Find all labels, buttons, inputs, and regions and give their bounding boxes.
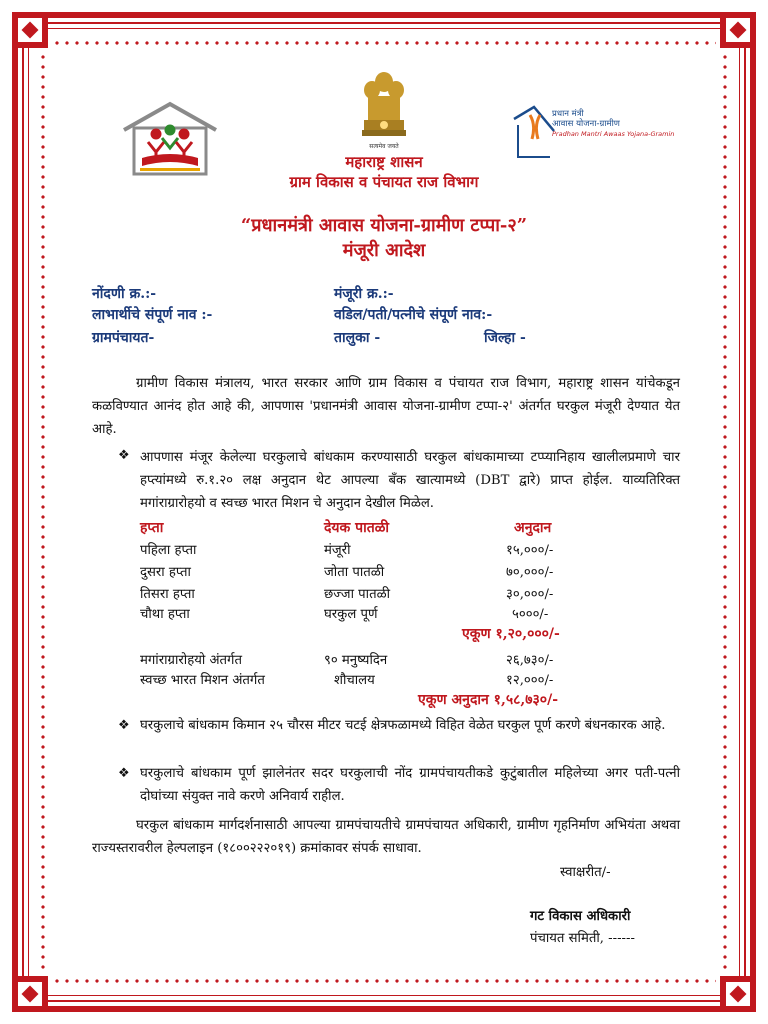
order-title: मंजूरी आदेश <box>342 240 426 261</box>
table-cell: ५०००/- <box>512 607 549 622</box>
table-header-amount: अनुदान <box>514 520 552 536</box>
table-cell: मगांराग्रारोहयो अंतर्गत <box>140 653 242 668</box>
national-emblem-icon <box>358 68 410 150</box>
corner-ornament-bottom-right <box>720 976 756 1012</box>
corner-ornament-top-left <box>12 12 48 48</box>
scheme-title: “प्रधानमंत्री आवास योजना-ग्रामीण टप्पा-२” <box>240 215 528 236</box>
state-govt-heading: महाराष्ट्र शासन <box>345 153 423 171</box>
table-cell: ९० मनुष्यदिन <box>324 653 388 668</box>
gram-panchayat-label: ग्रामपंचायत- <box>92 330 155 346</box>
table-header-level: देयक पातळी <box>324 520 390 536</box>
table-cell: छज्जा पातळी <box>324 587 391 602</box>
bullet-ownership-registration: घरकुलाचे बांधकाम पूर्ण झालेनंतर सदर घरकुलाची नोंद ग्रामपंचायतीकडे कुटुंबातील महिलेच्या अगर पती-पत्नी दोघांच्या संयुक्त नावे करणे अनिवार्य राहील. <box>140 766 680 804</box>
table-cell: घरकुल पूर्ण <box>324 607 378 622</box>
pmay-logo-line1: प्रधान मंत्री <box>552 109 584 119</box>
emblem-motto: सत्यमेव जयते <box>369 143 399 150</box>
sanction-no-label: मंजूरी क्र.:- <box>334 286 394 302</box>
bullet-installments: आपणास मंजूर केलेल्या घरकुलाचे बांधकाम करण्यासाठी घरकुल बांधकामाच्या टप्प्यानिहाय खालीलप्रमाणे चार हप्त्यांमध्ये रु.१.२० लक्ष अनुदान थेट आपल्या बँक खात्यामध्ये (DBT द्वारे) प्राप्त होईल. याव्यतिरिक्त मगांराग्रारोहयो व स्वच्छ भारत मिशन चे अनुदान देखील मिळेल. <box>140 450 680 511</box>
officer-designation: गट विकास अधिकारी <box>530 909 631 924</box>
table-cell: १२,०००/- <box>506 673 554 688</box>
table-cell: पहिला हप्ता <box>140 543 197 558</box>
table-cell: दुसरा हप्ता <box>140 565 191 580</box>
registration-no-label: नोंदणी क्र.:- <box>92 286 157 302</box>
department-heading: ग्राम विकास व पंचायत राज विभाग <box>289 173 479 191</box>
table-cell: शौचालय <box>334 673 375 688</box>
table-cell: २६,७३०/- <box>506 653 554 668</box>
table-cell: स्वच्छ भारत मिशन अंतर्गत <box>140 673 265 688</box>
table-header-installment: हप्ता <box>140 520 164 536</box>
guardian-name-label: वडिल/पती/पत्नीचे संपूर्ण नाव:- <box>334 307 493 323</box>
table-cell: मंजूरी <box>324 543 351 558</box>
table-cell: तिसरा हप्ता <box>140 587 195 602</box>
officer-office: पंचायत समिती, ------ <box>530 931 635 946</box>
table-cell: जोता पातळी <box>324 565 385 580</box>
table-cell: ७०,०००/- <box>506 565 554 580</box>
pmay-logo-line3: Pradhan Mantri Awaas Yojana-Gramin <box>552 130 675 138</box>
intro-paragraph: ग्रामीण विकास मंत्रालय, भारत सरकार आणि ग्राम विकास व पंचायत राज विभाग, महाराष्ट्र शासन यांचेकडून कळविण्यात आनंद होत आहे की, आपणास 'प्रधानमंत्री आवास योजना-ग्रामीण टप्पा-२' अंतर्गत घरकुल मंजूरी देण्यात येत आहे. <box>92 376 680 437</box>
border-dots-top <box>52 40 716 46</box>
table-cell: चौथा हप्ता <box>140 607 190 622</box>
closing-paragraph: घरकुल बांधकाम मार्गदर्शनासाठी आपल्या ग्रामपंचायतीचे ग्रामपंचायत अधिकारी, ग्रामीण गृहनिर्माण अभियंता अथवा राज्यस्तरावरील हेल्पलाइन (१८००२२२०१९) क्रमांकावर संपर्क साधावा. <box>92 818 680 856</box>
taluka-label: तालुका - <box>334 330 381 346</box>
corner-ornament-bottom-left <box>12 976 48 1012</box>
beneficiary-name-label: लाभार्थीचे संपूर्ण नाव :- <box>92 307 213 323</box>
district-label: जिल्हा - <box>484 330 526 346</box>
table-cell: १५,०००/- <box>506 543 554 558</box>
bullet-icon: ❖ <box>118 718 130 733</box>
bullet-icon: ❖ <box>118 766 130 781</box>
corner-ornament-top-right <box>720 12 756 48</box>
subtotal: एकूण १,२०,०००/- <box>462 626 560 642</box>
bullet-icon: ❖ <box>118 448 130 463</box>
bullet-area-requirement: घरकुलाचे बांधकाम किमान २५ चौरस मीटर चटई क्षेत्रफळामध्ये विहित वेळेत घरकुल पूर्ण करणे बंधनकारक आहे. <box>140 718 666 733</box>
border-dots-bottom <box>52 978 716 984</box>
table-cell: ३०,०००/- <box>506 587 554 602</box>
signed-note: स्वाक्षरीत/- <box>560 865 611 880</box>
pmay-logo-line2: आवास योजना-ग्रामीण <box>552 119 620 129</box>
grand-total: एकूण अनुदान १,५८,७३०/- <box>418 692 559 708</box>
